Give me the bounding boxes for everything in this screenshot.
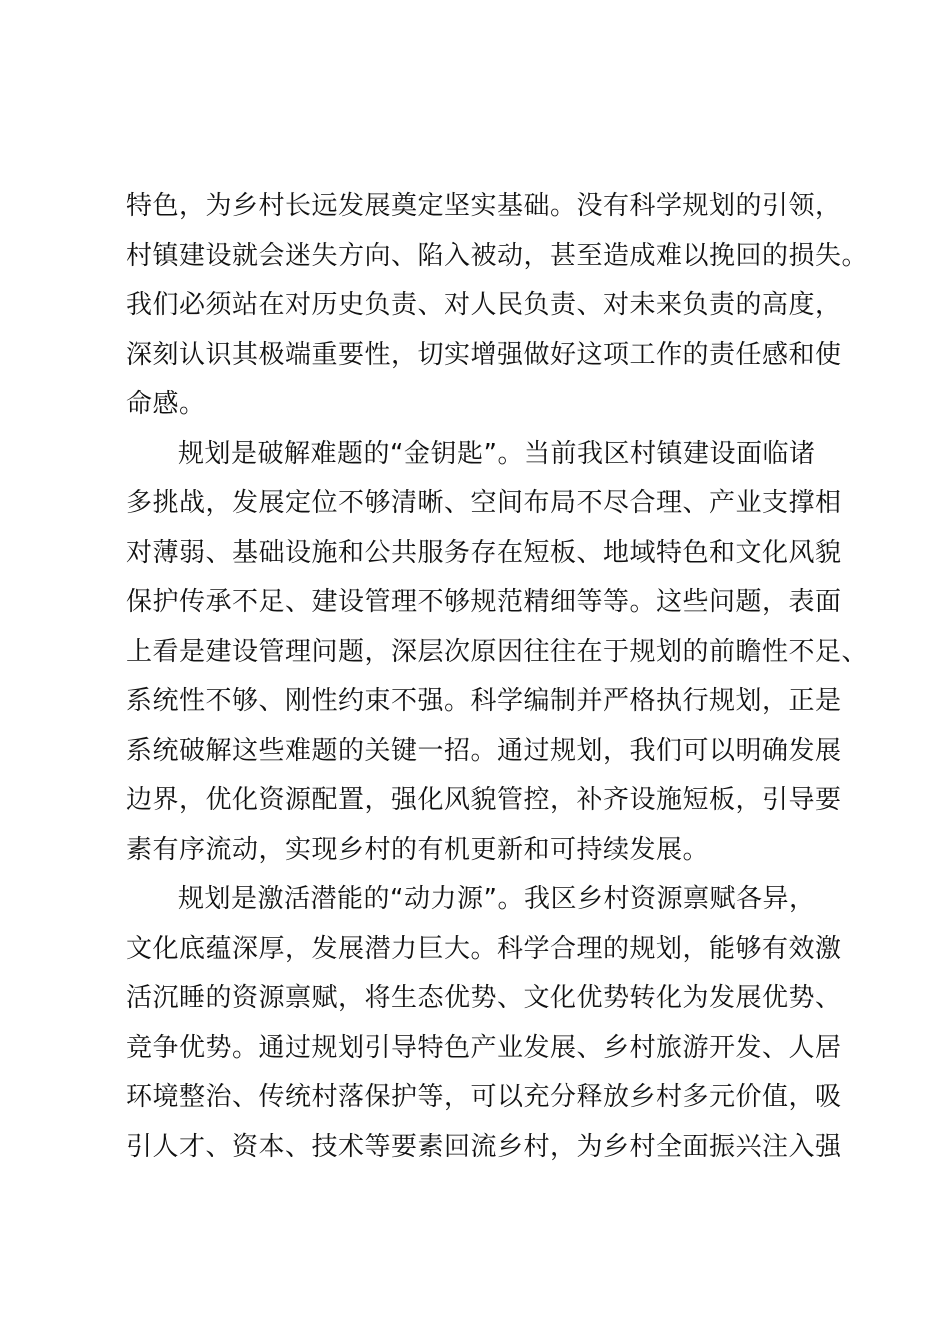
text-line: 对薄弱、基础设施和公共服务存在短板、地域特色和文化风貌 bbox=[126, 537, 842, 568]
text-line: 系统破解这些难题的关键一招。通过规划，我们可以明确发展 bbox=[126, 735, 842, 766]
paragraph-first-line: 规划是激活潜能的“动力源”。我区乡村资源禀赋各异， bbox=[178, 884, 816, 914]
text-line: 多挑战，发展定位不够清晰、空间布局不尽合理、产业支撑相 bbox=[126, 488, 842, 518]
text-line: 引人才、资本、技术等要素回流乡村，为乡村全面振兴注入强 bbox=[126, 1131, 842, 1162]
text-line: 村镇建设就会迷失方向、陷入被动，甚至造成难以挽回的损失。 bbox=[126, 240, 869, 271]
text-line: 环境整治、传统村落保护等，可以充分释放乡村多元价值，吸 bbox=[126, 1082, 842, 1112]
text-line: 系统性不够、刚性约束不强。科学编制并严格执行规划，正是 bbox=[126, 686, 842, 716]
text-line: 深刻认识其极端重要性，切实增强做好这项工作的责任感和使 bbox=[126, 339, 842, 370]
text-line: 竞争优势。通过规划引导特色产业发展、乡村旅游开发、人居 bbox=[126, 1032, 842, 1063]
text-line: 活沉睡的资源禀赋，将生态优势、文化优势转化为发展优势、 bbox=[126, 983, 842, 1013]
text-line: 上看是建设管理问题，深层次原因往往在于规划的前瞻性不足、 bbox=[126, 636, 869, 667]
text-line: 素有序流动，实现乡村的有机更新和可持续发展。 bbox=[126, 834, 710, 865]
paragraph-first-line: 规划是破解难题的“金钥匙”。当前我区村镇建设面临诸 bbox=[178, 438, 816, 469]
text-line: 我们必须站在对历史负责、对人民负责、对未来负责的高度， bbox=[126, 290, 842, 320]
text-line: 特色，为乡村长远发展奠定坚实基础。没有科学规划的引领， bbox=[126, 191, 842, 221]
text-line: 命感。 bbox=[126, 389, 206, 419]
text-line: 文化底蕴深厚，发展潜力巨大。科学合理的规划，能够有效激 bbox=[126, 933, 842, 964]
text-line: 边界，优化资源配置，强化风貌管控，补齐设施短板，引导要 bbox=[126, 785, 842, 815]
document-body bbox=[126, 182, 869, 1172]
text-line: 保护传承不足、建设管理不够规范精细等等。这些问题，表面 bbox=[126, 587, 842, 617]
